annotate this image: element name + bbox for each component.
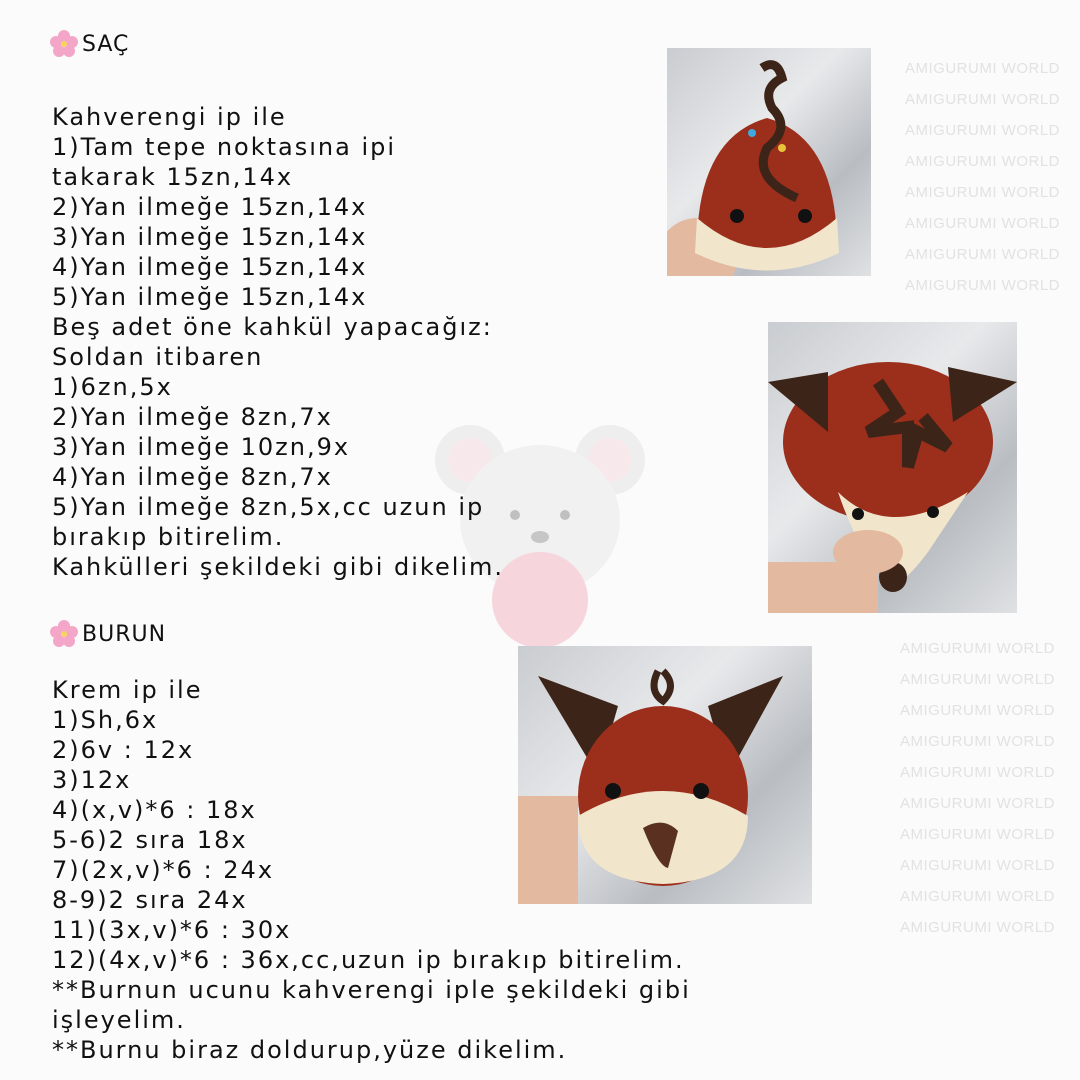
watermark-text: AMIGURUMI WORLD (900, 919, 1055, 936)
instruction-line: 2)Yan ilmeğe 8zn,7x (52, 403, 333, 431)
section-heading-sac (50, 30, 129, 58)
instruction-line: 3)Yan ilmeğe 15zn,14x (52, 223, 368, 251)
watermark-text: AMIGURUMI WORLD (900, 795, 1055, 812)
instruction-line: 5)Yan ilmeğe 15zn,14x (52, 283, 368, 311)
instruction-line: 1)Sh,6x (52, 706, 159, 734)
section-title: SAÇ (82, 31, 130, 57)
instruction-line: 1)Tam tepe noktasına ipi (52, 133, 397, 161)
watermark-text: AMIGURUMI WORLD (905, 215, 1060, 232)
instruction-line: takarak 15zn,14x (52, 163, 294, 191)
instruction-line: Soldan itibaren (52, 343, 264, 371)
sac-instructions (52, 72, 504, 582)
watermark-text: AMIGURUMI WORLD (900, 702, 1055, 719)
watermark-text: AMIGURUMI WORLD (900, 764, 1055, 781)
instruction-line: 2)6v : 12x (52, 736, 195, 764)
photo-fox-head-hair (667, 48, 871, 276)
instruction-line: 1)6zn,5x (52, 373, 173, 401)
instruction-line: 5-6)2 sıra 18x (52, 826, 248, 854)
watermark-text: AMIGURUMI WORLD (900, 671, 1055, 688)
instruction-line: 4)Yan ilmeğe 8zn,7x (52, 463, 333, 491)
instruction-line: bırakıp bitirelim. (52, 523, 285, 551)
section-heading-burun (50, 620, 166, 648)
watermark-text: AMIGURUMI WORLD (900, 857, 1055, 874)
instruction-line: Kahkülleri şekildeki gibi dikelim. (52, 553, 505, 581)
watermark-text: AMIGURUMI WORLD (900, 640, 1055, 657)
watermark-text: AMIGURUMI WORLD (900, 826, 1055, 843)
instruction-line: **Burnu biraz doldurup,yüze dikelim. (52, 1036, 568, 1064)
section-title: BURUN (82, 621, 167, 647)
watermark-text: AMIGURUMI WORLD (905, 246, 1060, 263)
watermark-text: AMIGURUMI WORLD (900, 733, 1055, 750)
instruction-line: 4)Yan ilmeğe 15zn,14x (52, 253, 368, 281)
watermark-text: AMIGURUMI WORLD (905, 91, 1060, 108)
watermark-text: AMIGURUMI WORLD (905, 153, 1060, 170)
watermark-text: AMIGURUMI WORLD (900, 888, 1055, 905)
watermark-text: AMIGURUMI WORLD (905, 184, 1060, 201)
instruction-line: 12)(4x,v)*6 : 36x,cc,uzun ip bırakıp bitirelim. (52, 946, 685, 974)
instruction-line: Krem ip ile (52, 676, 203, 704)
cherry-blossom-icon (50, 30, 78, 58)
watermark-text: AMIGURUMI WORLD (905, 277, 1060, 294)
instruction-line: işleyelim. (52, 1006, 186, 1034)
watermark-text: AMIGURUMI WORLD (905, 60, 1060, 77)
instruction-line: 5)Yan ilmeğe 8zn,5x,cc uzun ip (52, 493, 485, 521)
instruction-line: 8-9)2 sıra 24x (52, 886, 248, 914)
watermark-text: AMIGURUMI WORLD (905, 122, 1060, 139)
cherry-blossom-icon (50, 620, 78, 648)
photo-fox-top-view (768, 322, 1017, 613)
instruction-line: 3)12x (52, 766, 132, 794)
instruction-line: 4)(x,v)*6 : 18x (52, 796, 257, 824)
instruction-line: Beş adet öne kahkül yapacağız: (52, 313, 493, 341)
instruction-line: 3)Yan ilmeğe 10zn,9x (52, 433, 351, 461)
photo-fox-front-nose (518, 646, 812, 904)
instruction-line: 7)(2x,v)*6 : 24x (52, 856, 275, 884)
instruction-line: 11)(3x,v)*6 : 30x (52, 916, 292, 944)
instruction-line (52, 72, 504, 102)
instruction-line: Kahverengi ip ile (52, 103, 287, 131)
instruction-line: **Burnun ucunu kahverengi iple şekildeki gibi (52, 976, 691, 1004)
instruction-line: 2)Yan ilmeğe 15zn,14x (52, 193, 368, 221)
